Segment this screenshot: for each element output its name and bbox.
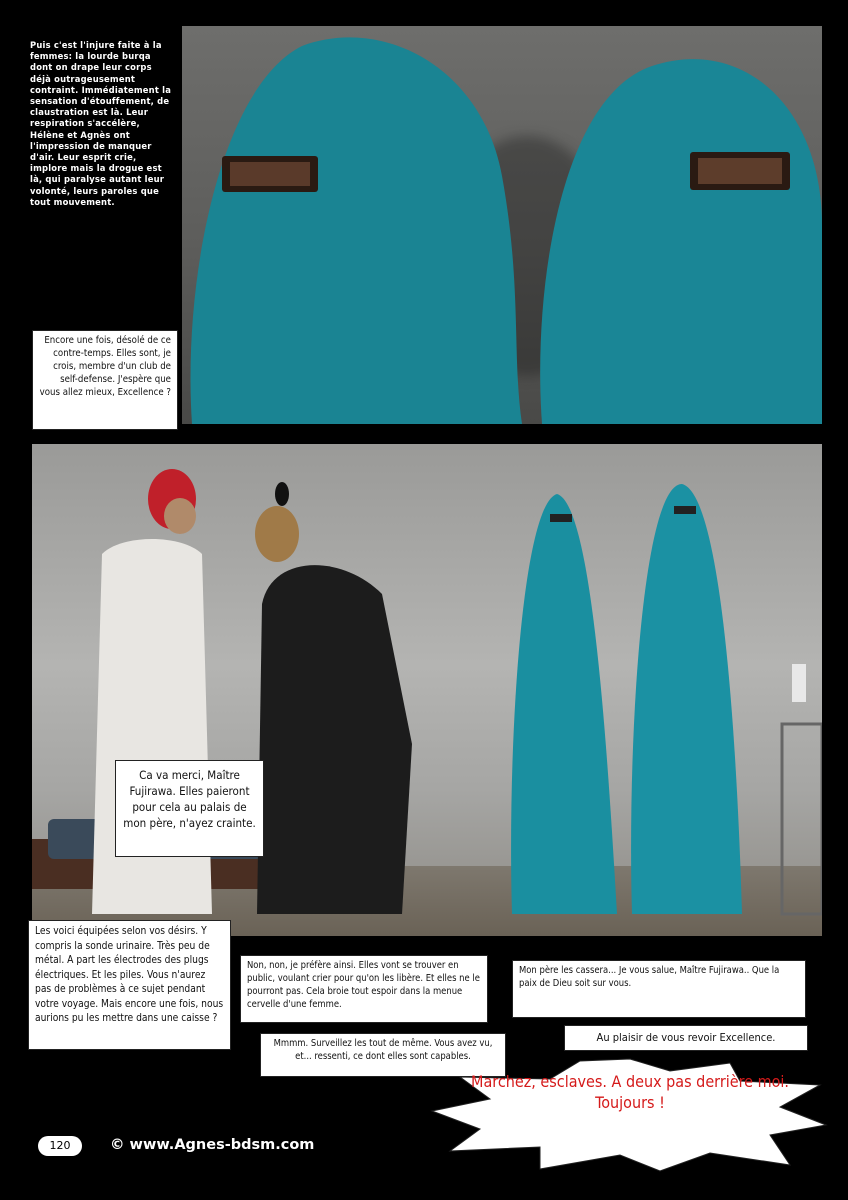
speech-bubble-fujirawa-apology: Encore une fois, désolé de ce contre-temps. Elles sont, je crois, membre d'un club de self-defense. J'espère que vous allez mieux, Excellence ?: [32, 330, 178, 430]
speech-bubble-father-breaks: Mon père les cassera... Je vous salue, Maître Fujirawa.. Que la paix de Dieu soit sur vous.: [512, 960, 806, 1018]
page-number: 120: [38, 1136, 82, 1156]
shout-bubble: [430, 1055, 830, 1173]
shout-text: Marchez, esclaves. A deux pas derrière moi. Toujours !: [471, 1072, 789, 1112]
panel-room-scene: [32, 444, 822, 936]
site-credit: © www.Agnes-bdsm.com: [110, 1137, 315, 1153]
speech-bubble-farewell: Au plaisir de vous revoir Excellence.: [564, 1025, 808, 1051]
scene-figures: [32, 444, 822, 936]
speech-bubble-watch-them: Mmmm. Surveillez les tout de même. Vous avez vu, et... ressenti, ce dont elles sont capables.: [260, 1033, 506, 1077]
panel-burqa-closeup: [182, 26, 822, 424]
burqa-figure-left: [182, 26, 822, 424]
speech-bubble-excellence-reply: Ca va merci, Maître Fujirawa. Elles paieront pour cela au palais de mon père, n'ayez crainte.: [115, 760, 264, 857]
speech-bubble-equipment: Les voici équipées selon vos désirs. Y compris la sonde urinaire. Très peu de métal. A part les électrodes des plugs électriques. Et les piles. Vous n'aurez pas de problèmes à ce sujet pendant votre voyage. Mais encore une fois, nous aurions pu les mettre dans une caisse ?: [28, 920, 231, 1050]
speech-bubble-prefer-this: Non, non, je préfère ainsi. Elles vont se trouver en public, voulant crier pour qu'on les libère. Et elles ne le pourront pas. Cela broie tout espoir dans la menue cervelle d'une femme.: [240, 955, 488, 1023]
narration-caption: Puis c'est l'injure faite à la femmes: la lourde burqa dont on drape leur corps déjà outrageusement contraint. Immédiatement la sensation d'étouffement, de claustration est là. Leur respiration s'accélère, Hélène et Agnès ont l'impression de manquer d'air. Leur esprit crie, implore mais la drogue est là, qui paralyse autant leur volonté, leurs paroles que tout mouvement.: [30, 40, 172, 207]
